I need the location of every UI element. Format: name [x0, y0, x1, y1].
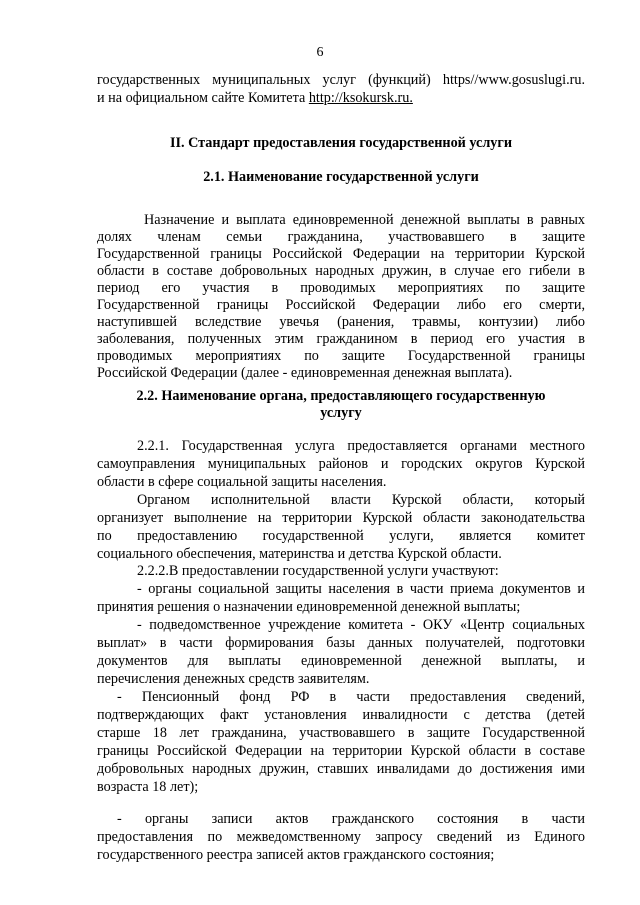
s2-2-line: - органы социальной защиты населения в части приема документов и	[137, 581, 585, 597]
s2-2-line: подтверждающих факт установления инвалидности с детства (детей	[97, 707, 585, 723]
s2-2-line: по предоставлению государственной услуги, является комитет	[97, 528, 585, 544]
s2-1-line: проводимых мероприятиях по защите Государственной границы	[97, 348, 585, 364]
s2-2-line: старше 18 лет гражданина, участвовавшего в защите Государственной	[97, 725, 585, 741]
s2-2-line: документов для выплаты единовременной денежной выплаты, и	[97, 653, 585, 669]
s2-2-line: выплат» в части формирования базы данных получателей, подготовки	[97, 635, 585, 651]
s2-2-line: области в сфере социальной защиты населения.	[97, 474, 387, 490]
s2-2-line: организует выполнение на территории Курской области законодательства	[97, 510, 585, 526]
s2-2-line: - Пенсионный фонд РФ в части предоставления сведений,	[117, 689, 585, 705]
s2-1-line: Назначение и выплата единовременной денежной выплаты в равных	[144, 212, 585, 228]
s2-1-line: период его участия в проводимых мероприятиях по защите	[97, 280, 585, 296]
section-2-1-title: 2.1. Наименование государственной услуги	[203, 169, 479, 185]
s2-2-line: Органом исполнительной власти Курской области, который	[137, 492, 585, 508]
s2-2-line: государственного реестра записей актов гражданского состояния;	[97, 847, 495, 863]
s2-1-line: Российской Федерации (далее - единовременная денежная выплата).	[97, 365, 513, 381]
section-2-2-title-cont: услугу	[320, 405, 362, 421]
s2-2-line: возраста 18 лет);	[97, 779, 199, 795]
s2-1-line: заболевания, полученных этим гражданином в период его участия в	[97, 331, 585, 347]
section-2-2-title: 2.2. Наименование органа, предоставляющего государственную	[136, 388, 546, 404]
s2-2-line: 2.2.2.В предоставлении государственной услуги участвуют:	[137, 563, 499, 579]
s2-2-line: 2.2.1. Государственная услуга предоставляется органами местного	[137, 438, 585, 454]
s2-2-line: границы Российской Федерации на территории Курской области в составе	[97, 743, 585, 759]
s2-1-line: наступившей вследствие увечья (ранения, травмы, контузии) либо	[97, 314, 585, 330]
s2-2-line: добровольных народных дружин, ставших инвалидами до достижения ими	[97, 761, 585, 777]
s2-2-line: принятия решения о назначении единовременной денежной выплаты;	[97, 599, 521, 615]
section-ii-title: II. Стандарт предоставления государственной услуги	[169, 135, 513, 151]
s2-2-line: перечисления денежных средств заявителям.	[97, 671, 370, 687]
page-number: 6	[316, 45, 324, 60]
intro-line-2-text: и на официальном сайте Комитета	[97, 90, 309, 106]
committee-website-link[interactable]: http://ksokursk.ru.	[308, 90, 413, 106]
s2-1-line: долях членам семьи гражданина, участвовавшего в защите	[97, 229, 585, 245]
s2-2-line: самоуправления муниципальных районов и городских округов Курской	[97, 456, 585, 472]
intro-line-1: государственных муниципальных услуг (функций) https//www.gosuslugi.ru.	[97, 72, 585, 88]
s2-2-line: - органы записи актов гражданского состояния в части	[117, 811, 585, 827]
s2-1-line: Государственной границы Российской Федерации на территории Курской	[97, 246, 585, 262]
s2-1-line: области в составе добровольных народных дружин, в случае его гибели в	[97, 263, 585, 279]
s2-2-line: предоставления по межведомственному запросу сведений из Единого	[97, 829, 585, 845]
s2-2-line: социального обеспечения, материнства и детства Курской области.	[97, 546, 502, 562]
intro-line-2	[97, 90, 585, 108]
s2-1-line: Государственной границы Российской Федерации либо его смерти,	[97, 297, 585, 313]
s2-2-line: - подведомственное учреждение комитета - ОКУ «Центр социальных	[137, 617, 585, 633]
